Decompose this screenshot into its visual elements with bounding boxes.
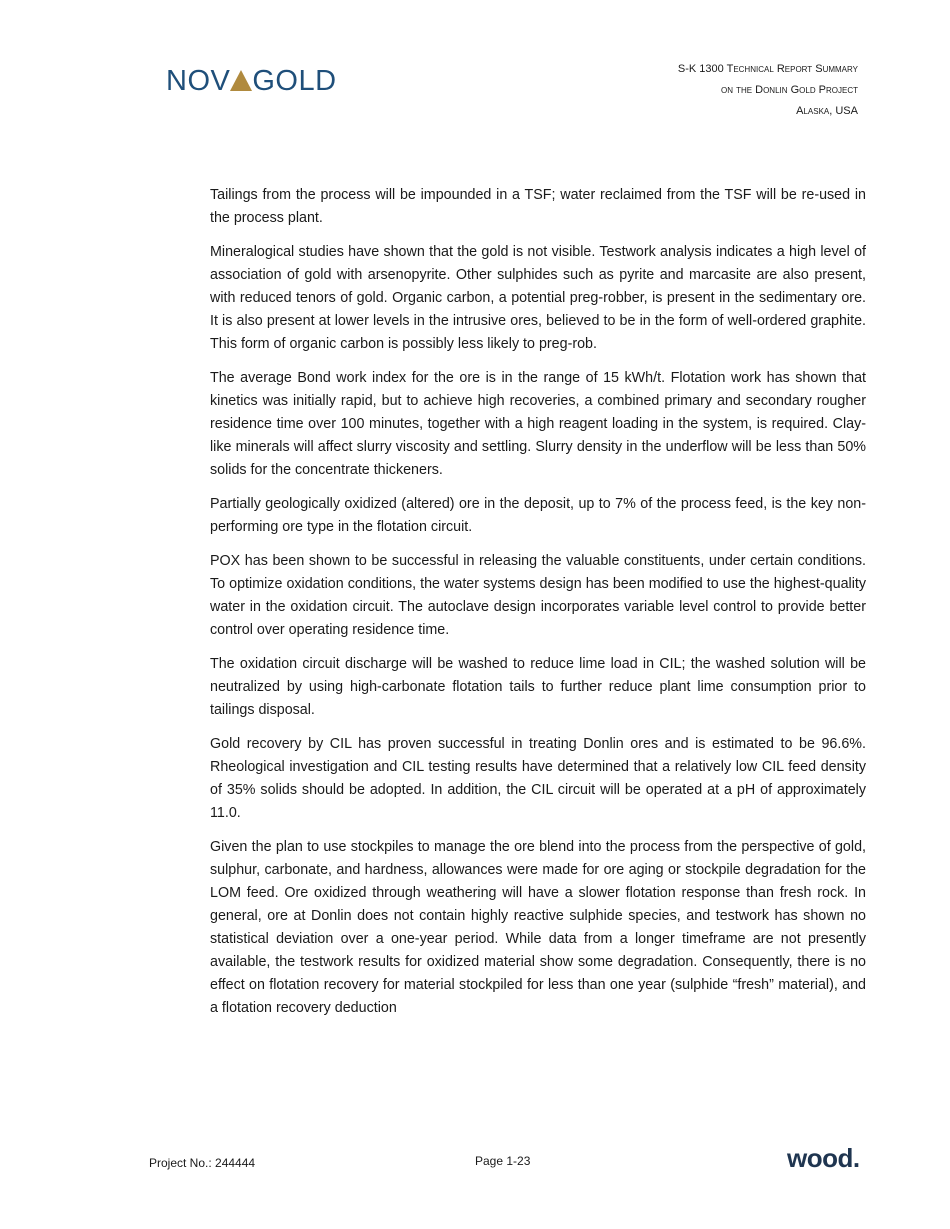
body-text xyxy=(210,184,866,1031)
report-title-line: S-K 1300 Technical Report Summary xyxy=(677,63,858,75)
paragraph: Partially geologically oxidized (altered) ore in the deposit, up to 7% of the process feed, is the key non-performing ore type in the flotation circuit. xyxy=(210,496,866,535)
paragraph: Given the plan to use stockpiles to manage the ore blend into the process from the perspective of gold, sulphur, carbonate, and hardness, allowances were made for ore aging or stockpile degradation for the LOM feed. Ore oxidized through weathering will have a slower flotation response than fresh rock. In general, ore at Donlin does not contain highly reactive sulphide species, and testwork has shown no statistical deviation over a one-year period. While data from a longer timeframe are not presently available, the testwork results for oxidized material show some degradation. Consequently, there is no effect on flotation recovery for material stockpiled for less than one year (sulphide “fresh” material), and a flotation recovery deduction xyxy=(210,839,866,1016)
project-name-line: on the Donlin Gold Project xyxy=(721,84,858,96)
paragraph: Gold recovery by CIL has proven successful in treating Donlin ores and is estimated to be 96.6%. Rheological investigation and CIL testing results have determined that a relatively low CIL feed density of 35% solids should be adopted. In addition, the CIL circuit will be operated at a pH of approximately 11.0. xyxy=(210,736,866,821)
location-line: Alaska, USA xyxy=(796,105,858,117)
novagold-logo xyxy=(166,64,337,98)
logo-text-part2: GOLD xyxy=(252,65,337,97)
page-number: Page 1-23 xyxy=(475,1154,531,1168)
paragraph: The oxidation circuit discharge will be washed to reduce lime load in CIL; the washed solution will be neutralized by using high-carbonate flotation tails to further reduce plant lime consumption prior to tailings disposal. xyxy=(210,656,866,718)
paragraph: The average Bond work index for the ore is in the range of 15 kWh/t. Flotation work has shown that kinetics was initially rapid, but to achieve high recoveries, a combined primary and secondary rougher residence time over 100 minutes, together with a high reagent loading in the system, is required. Clay-like minerals will affect slurry viscosity and settling. Slurry density in the underflow will be less than 50% solids for the concentrate thickeners. xyxy=(210,370,866,478)
paragraph: Tailings from the process will be impounded in a TSF; water reclaimed from the TSF will be re-used in the process plant. xyxy=(210,187,866,226)
paragraph: Mineralogical studies have shown that the gold is not visible. Testwork analysis indicates a high level of association of gold with arsenopyrite. Other sulphides such as pyrite and marcasite are also present, with reduced tenors of gold. Organic carbon, a potential preg-robber, is present in the sedimentary ore. It is also present at lower levels in the intrusive ores, believed to be in the form of well-ordered graphite. This form of organic carbon is possibly less likely to preg-rob. xyxy=(210,244,866,352)
logo-triangle-icon xyxy=(230,70,252,91)
wood-logo: wood. xyxy=(787,1143,860,1173)
report-header xyxy=(678,59,858,122)
logo-text-part1: NOV xyxy=(166,65,231,97)
project-number: Project No.: 244444 xyxy=(149,1156,256,1170)
paragraph: POX has been shown to be successful in releasing the valuable constituents, under certain conditions. To optimize oxidation conditions, the water systems design has been modified to use the highest-quality water in the oxidation circuit. The autoclave design incorporates variable level control to provide better control over operating residence time. xyxy=(210,553,866,638)
